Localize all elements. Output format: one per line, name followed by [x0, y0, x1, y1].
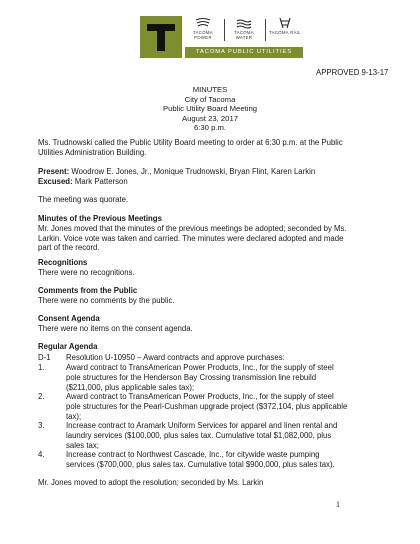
item-line: services ($700,000, plus sales tax. Cumulative total $900,000, plus sales tax).	[66, 459, 335, 469]
item-d1-text	[66, 353, 386, 363]
minutes-section	[38, 214, 378, 253]
item-line: pole structures for the Henderson Bay Crossing transmission line rebuild	[66, 372, 317, 382]
minutes-line: Larkin. Voice vote was taken and carried. The minutes were declared adopted and made	[38, 233, 344, 243]
document-header	[0, 85, 420, 133]
header-line: 6:30 p.m.	[193, 123, 227, 133]
list-item-number: 1.	[38, 363, 45, 372]
list-item	[66, 363, 386, 392]
brand-power-label: TACOMA POWER	[193, 30, 213, 40]
header-line: MINUTES	[192, 85, 228, 94]
list-item	[66, 450, 386, 470]
section-heading: Recognitions	[38, 258, 88, 267]
attendance	[38, 167, 378, 187]
consent-section	[38, 314, 378, 334]
regular-agenda-heading	[38, 342, 378, 352]
excused-text: Mark Patterson	[74, 176, 128, 186]
section-text: There were no recognitions.	[38, 267, 135, 277]
present-label: Present:	[38, 167, 70, 176]
comments-section	[38, 286, 378, 306]
closing-text: Mr. Jones moved to adopt the resolution; seconded by Ms. Larkin	[38, 478, 264, 487]
list-item	[66, 392, 386, 421]
section-heading: Regular Agenda	[38, 342, 98, 351]
t-mark-icon	[140, 16, 182, 58]
section-heading: Comments from the Public	[38, 286, 138, 295]
list-item-number: 3.	[38, 421, 45, 430]
section-heading: Consent Agenda	[38, 314, 100, 323]
item-line: Resolution U-10950 – Award contracts and approve purchases:	[66, 353, 285, 362]
item-line: tax);	[66, 411, 82, 421]
excused-label: Excused:	[38, 176, 73, 186]
item-line: Increase contract to Aramark Uniform Services for apparel and linen rental and	[66, 421, 338, 430]
page-number: 1	[336, 500, 340, 509]
header-line: City of Tacoma	[184, 94, 236, 104]
quorum-statement	[38, 195, 378, 205]
item-line: sales tax;	[66, 440, 99, 450]
intro-line: Ms. Trudnowski called the Public Utility Board meeting to order at 6:30 p.m. at the Public	[38, 138, 343, 147]
section-text: There were no comments by the public.	[38, 295, 175, 305]
present-text: Woodrow E. Jones, Jr., Monique Trudnowski, Bryan Flint, Karen Larkin	[71, 167, 316, 176]
header-line: August 23, 2017	[182, 113, 238, 123]
minutes-line: part of the record.	[38, 243, 100, 253]
logo-banner: TACOMA PUBLIC UTILITIES	[185, 47, 303, 58]
header-line: Public Utility Board Meeting	[163, 104, 257, 114]
rail-icon	[267, 17, 303, 44]
quorum-text: The meeting was quorate.	[38, 195, 129, 204]
brand-rail-label: TACOMA RAIL	[269, 30, 301, 35]
recognitions-section	[38, 258, 378, 278]
intro-line: Utilities Administration Building.	[38, 147, 147, 157]
closing-motion	[38, 478, 378, 488]
item-label-d1: D-1	[38, 353, 51, 362]
item-line: ($211,000, plus applicable sales tax);	[66, 382, 195, 392]
brand-water-label: TACOMA WATER	[234, 30, 254, 40]
minutes-line: Mr. Jones moved that the minutes of the previous meetings be adopted; seconded by Ms.	[38, 223, 347, 233]
intro-paragraph	[38, 138, 378, 158]
item-line: Award contract to TransAmerican Power Products, Inc., for the supply of steel	[66, 363, 334, 372]
item-line: Increase contract to Northwest Cascade, Inc., for citywide waste pumping	[66, 450, 320, 459]
item-line: Award contract to TransAmerican Power Products, Inc., for the supply of steel	[66, 392, 334, 401]
list-item-number: 4.	[38, 450, 45, 459]
approval-stamp: APPROVED 9-13-17	[316, 68, 389, 77]
item-line: pole structures for the Pearl-Cushman upgrade project ($372,104, plus applicable	[66, 401, 348, 411]
power-icon	[185, 17, 221, 44]
list-item	[66, 421, 386, 450]
item-line: laundry services ($100,000, plus sales tax. Cumulative total $1,082,000, plus	[66, 430, 332, 440]
section-heading: Minutes of the Previous Meetings	[38, 214, 162, 223]
excused-line	[38, 177, 378, 187]
water-icon	[226, 17, 262, 44]
tacoma-public-utilities-logo	[140, 16, 303, 67]
brand-icons	[185, 16, 303, 44]
section-text: There were no items on the consent agenda.	[38, 323, 193, 333]
list-item-number: 2.	[38, 392, 45, 401]
present-line	[38, 167, 378, 177]
